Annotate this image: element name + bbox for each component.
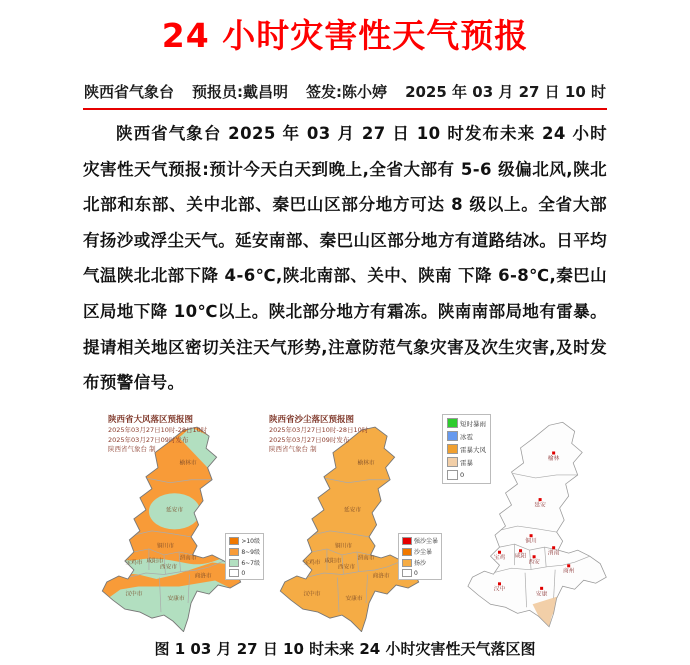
legend-row [402,536,438,545]
dust-map-head [269,414,368,455]
city-label: 渭南市 [179,555,197,562]
legend-color-swatch [229,548,239,556]
city-label: 铜川市 [334,543,353,550]
wind-map-valid-time: 2025年03月27日10时-28日10时 [108,426,208,435]
legend-label: 雷暴 [460,458,473,467]
city-marker [539,498,542,501]
city-label: 汉中市 [125,591,143,598]
legend-color-swatch [402,548,412,556]
city-label: 铜川 [525,538,537,545]
city-label: 商洛市 [372,573,390,580]
legend-label: 冰雹 [460,432,473,441]
city-label: 延安 [534,502,546,509]
legend-row [402,569,438,577]
legend-color-swatch [402,559,412,567]
city-marker [519,549,522,552]
legend-row [402,547,438,556]
dust-map-issue-time: 2025年03月27日09时发布 [269,435,350,444]
legend-row [229,558,260,567]
legend-label: 强沙尘暴 [413,538,438,545]
legend-color-swatch [229,537,239,545]
dust-map-figure [262,408,440,632]
convective-map-figure [440,408,618,632]
wind-map-head [108,414,207,455]
legend-row [447,418,486,428]
city-label: 安康市 [167,596,185,603]
forecast-paragraph: 陕西省气象台 2025 年 03 月 27 日 10 时发布未来 24 小时灾害性天气预报:预计今天白天到晚上,全省大部有 5-6 级偏北风,陕北北部和东部、关中北部、秦巴山区部分地方可达 8 级以上。全省大部有扬沙或浮尘天气。延安南部、秦巴山区部分地方有道路结冰。日平均气温陕北北部下降 4-6℃,陕北南部、关中、陕南 下降 6-8℃,秦巴山区局地下降 10℃以上。陕北部分地方有霜冻。陕南南部局地有雷暴。提请相关地区密切关注天气形势,注意防范气象灾害及次生灾害,及时发布预警信号。 [83,124,607,393]
dust-legend [398,533,442,580]
legend-label: 雷暴大风 [460,445,486,454]
issue-datetime: 2025 年 03 月 27 日 10 时 [405,83,606,101]
legend-label: 6~7级 [241,560,260,567]
legend-row [447,431,486,441]
city-label: 宝鸡市 [303,559,321,566]
legend-row [402,558,438,567]
dust-map-valid-time: 2025年03月27日10时-28日10时 [269,426,369,435]
city-label: 渭南 [547,550,560,557]
city-label: 咸阳 [514,553,527,560]
legend-label: 扬沙 [413,560,426,567]
legend-label: 0 [413,569,418,577]
legend-row [229,547,260,556]
city-label: 商州 [562,568,575,575]
legend-label: 0 [241,569,246,577]
city-label: 西安市 [337,564,356,571]
legend-color-swatch [402,537,412,545]
city-label: 榆林 [547,455,560,462]
legend-row [229,536,260,545]
city-marker [567,564,570,567]
legend-color-swatch [447,470,458,480]
legend-row [447,470,486,480]
agency-name: 陕西省气象台 [84,83,175,101]
legend-row [447,457,486,467]
wind-map-issue-time: 2025年03月27日09时发布 [108,435,189,444]
city-label: 延安市 [165,507,184,514]
legend-label: 短时暴雨 [460,419,486,428]
page-title: 24 小时灾害性天气预报 [161,16,529,55]
legend-color-swatch [447,457,458,467]
legend-label: 0 [460,471,465,479]
city-label: 渭南市 [357,555,375,562]
dust-map-title: 陕西省沙尘落区预报图 [269,415,355,425]
city-label: 宝鸡 [493,555,506,562]
city-label: 西安市 [159,564,178,571]
legend-color-swatch [402,569,412,577]
legend-row [447,444,486,454]
legend-color-swatch [447,444,458,454]
city-marker [530,534,533,537]
city-marker [552,451,555,454]
legend-label: >10级 [241,538,260,545]
city-marker [533,555,536,558]
wind-map-figure [84,408,262,632]
wind-map-title: 陕西省大风落区预报图 [108,415,194,425]
legend-color-swatch [447,431,458,441]
city-marker [498,582,501,585]
city-marker [540,587,543,590]
wind-legend [225,533,264,580]
city-label: 榆林市 [179,460,197,467]
legend-label: 沙尘暴 [413,549,432,556]
legend-color-swatch [229,569,239,577]
city-label: 榆林市 [357,460,375,467]
city-marker [498,551,501,554]
forecaster-label: 预报员:戴昌明 [192,83,289,101]
issuer-label: 签发:陈小婷 [306,83,388,101]
maps-row [84,408,618,632]
dust-map-maker: 陕西省气象台 制 [269,445,317,454]
city-label: 咸阳市 [324,558,342,565]
legend-label: 8~9级 [241,549,260,556]
legend-color-swatch [229,559,239,567]
legend-row [229,569,260,577]
city-marker [552,546,555,549]
city-label: 咸阳市 [146,558,164,565]
city-label: 安康 [535,591,548,598]
city-label: 延安市 [343,507,362,514]
legend-color-swatch [447,418,458,428]
figure-caption: 图 1 03 月 27 日 10 时未来 24 小时灾害性天气落区图 [154,640,536,658]
city-label: 铜川市 [156,543,175,550]
city-label: 安康市 [345,596,363,603]
city-label: 西安 [528,559,540,566]
city-label: 商洛市 [194,573,212,580]
header-meta-row [84,81,606,102]
city-label: 汉中市 [303,591,321,598]
red-divider [83,108,607,110]
wind-map-maker: 陕西省气象台 制 [108,445,156,454]
city-label: 宝鸡市 [125,559,143,566]
city-label: 汉中 [493,586,506,593]
convective-legend [442,414,491,484]
